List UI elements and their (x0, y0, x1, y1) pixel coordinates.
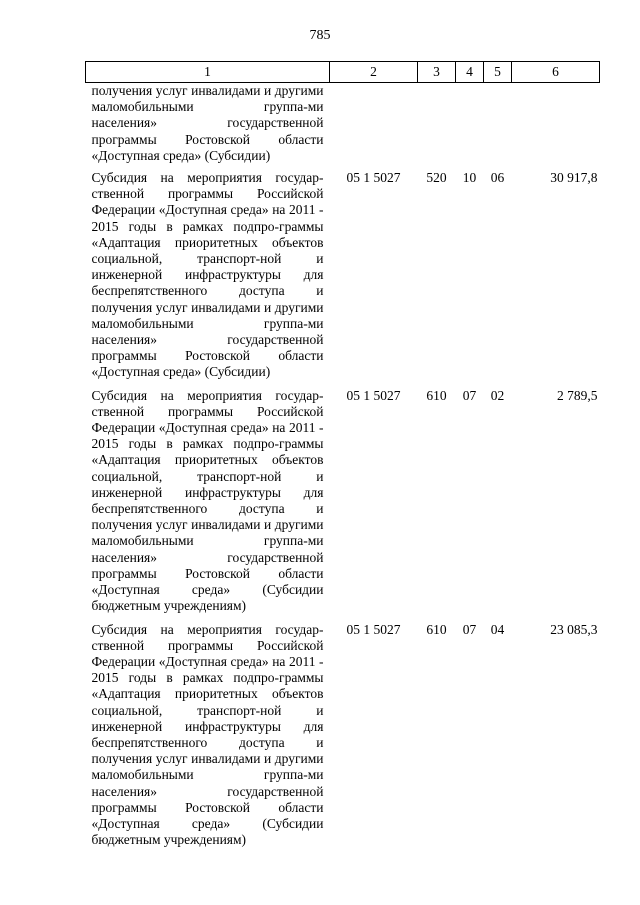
row-amount: 2 789,5 (557, 387, 598, 403)
row-subsection: 02 (490, 387, 505, 403)
row-subsection: 04 (490, 621, 505, 637)
row-target-code: 05 1 5027 (346, 621, 401, 637)
row-target-code: 05 1 5027 (346, 387, 401, 403)
row-expense-type: 610 (426, 621, 447, 637)
row-amount: 23 085,3 (550, 621, 598, 637)
row-amount: 30 917,8 (550, 170, 598, 186)
column-header-2: 2 (330, 62, 418, 83)
table-header-row (86, 62, 600, 83)
budget-table (85, 61, 600, 855)
row-description: Субсидия на мероприятия государ-ственной программы Российской Федерации «Доступная среда» на 2011 - 2015 годы в рамках подпро-граммы «Адаптация приоритетных объектов социальной, транспорт-ной и инженерной инфраструктуры для беспрепятственного доступа и получения услуг инвалидами и другими маломобильными группа-ми населения» государственной программы Ростовской области «Доступная среда» (Субсидии) (91, 170, 324, 380)
page-number: 785 (309, 28, 331, 43)
column-header-5: 5 (484, 62, 512, 83)
row-subsection: 06 (490, 170, 505, 186)
row-description: Субсидия на мероприятия государ-ственной программы Российской Федерации «Доступная среда» на 2011 - 2015 годы в рамках подпро-граммы «Адаптация приоритетных объектов социальной, транспорт-ной и инженерной инфраструктуры для беспрепятственного доступа и получения услуг инвалидами и другими маломобильными группа-ми населения» государственной программы Ростовской области «Доступная среда» (Субсидии бюджетным учреждениям) (91, 621, 324, 848)
table-row (86, 622, 600, 856)
row-section: 10 (462, 170, 477, 186)
continuation-description: получения услуг инвалидами и другими маломобильными группа-ми населения» государственной программы Ростовской области «Доступная среда» (Субсидии) (91, 83, 324, 163)
row-section: 07 (462, 387, 477, 403)
table-row (86, 388, 600, 622)
column-header-6: 6 (512, 62, 600, 83)
column-header-4: 4 (456, 62, 484, 83)
row-expense-type: 610 (426, 387, 447, 403)
row-expense-type: 520 (426, 170, 447, 186)
row-description: Субсидия на мероприятия государ-ственной программы Российской Федерации «Доступная среда» на 2011 - 2015 годы в рамках подпро-граммы «Адаптация приоритетных объектов социальной, транспорт-ной и инженерной инфраструктуры для беспрепятственного доступа и получения услуг инвалидами и другими маломобильными группа-ми населения» государственной программы Ростовской области «Доступная среда» (Субсидии бюджетным учреждениям) (91, 387, 324, 614)
table-row-continuation (86, 83, 600, 171)
row-target-code: 05 1 5027 (346, 170, 401, 186)
column-header-3: 3 (418, 62, 456, 83)
column-header-1: 1 (86, 62, 330, 83)
table-row (86, 170, 600, 388)
row-section: 07 (462, 621, 477, 637)
